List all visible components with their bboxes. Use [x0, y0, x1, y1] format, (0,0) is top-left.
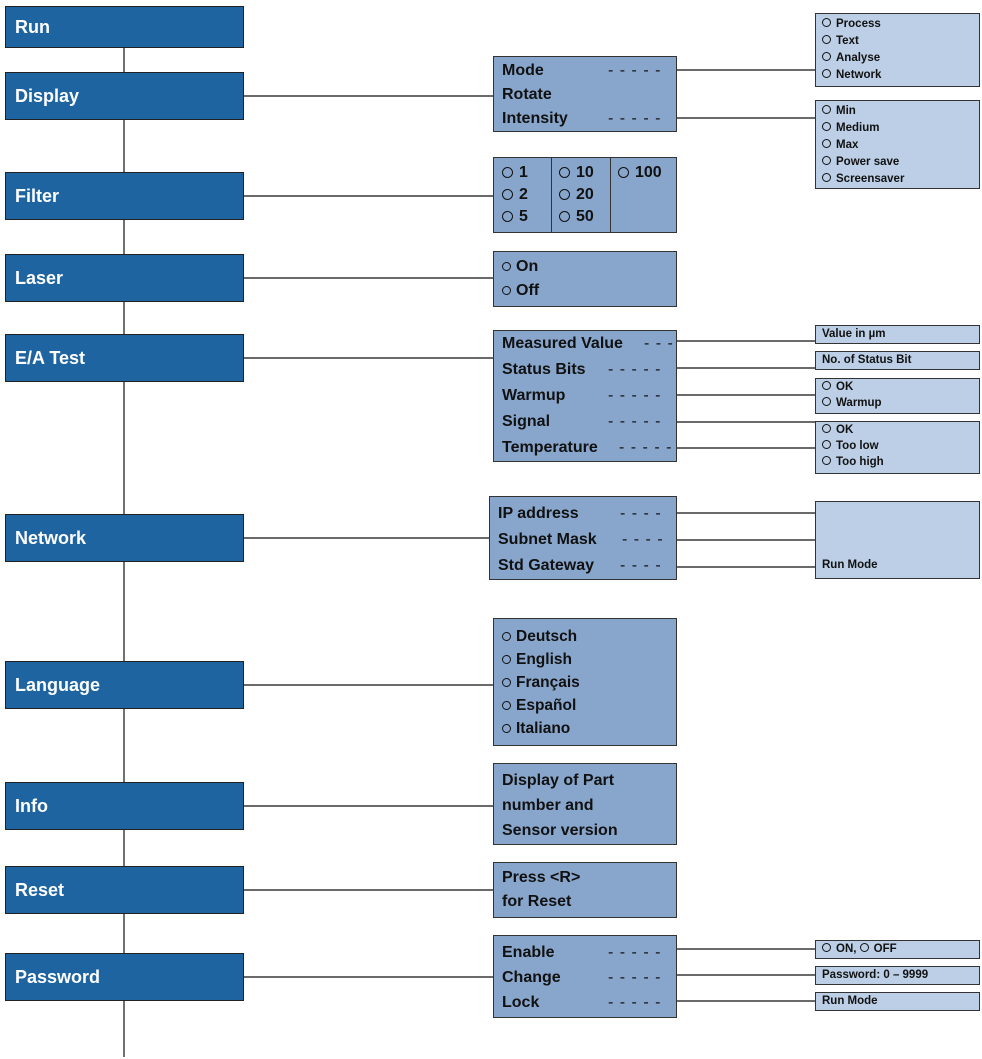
ea-test-submenu: [493, 330, 677, 462]
reset-panel: [493, 862, 677, 918]
radio-icon: [860, 943, 869, 952]
dash-leader: - - - - -: [608, 944, 662, 961]
ea-item-temperature[interactable]: Temperature: [502, 439, 598, 456]
language-option-espanol[interactable]: Español: [502, 697, 576, 715]
ea-item-measured-value[interactable]: Measured Value: [502, 335, 623, 352]
menu-run[interactable]: Run: [5, 6, 244, 48]
filter-option-2[interactable]: 2: [502, 186, 528, 204]
menu-network[interactable]: Network: [5, 514, 244, 562]
ea-temperature-options: [815, 421, 980, 474]
info-line-2: number and: [502, 797, 594, 814]
ea-status-bits-panel: [815, 351, 980, 370]
laser-submenu: [493, 251, 677, 307]
laser-option-off[interactable]: Off: [502, 282, 539, 300]
language-option-english[interactable]: English: [502, 651, 572, 669]
language-option-deutsch[interactable]: Deutsch: [502, 628, 577, 646]
filter-option-1[interactable]: 1: [502, 164, 528, 182]
dash-leader: - - - - -: [608, 387, 662, 404]
ea-item-status-bits[interactable]: Status Bits: [502, 361, 586, 378]
menu-language[interactable]: Language: [5, 661, 244, 709]
radio-icon: [822, 381, 831, 390]
filter-option-5[interactable]: 5: [502, 208, 528, 226]
password-lock-text: Run Mode: [822, 995, 878, 1007]
dash-leader: - - -: [644, 335, 674, 352]
radio-icon: [502, 167, 513, 178]
filter-column-3: [610, 158, 676, 232]
filter-column-2: [551, 158, 611, 232]
radio-icon: [822, 173, 831, 182]
menu-display[interactable]: Display: [5, 72, 244, 120]
radio-icon: [822, 69, 831, 78]
radio-icon: [502, 678, 511, 687]
radio-icon: [822, 139, 831, 148]
mode-option-process[interactable]: Process: [822, 18, 881, 30]
radio-icon: [822, 424, 831, 433]
ea-status-bits-text: No. of Status Bit: [822, 354, 912, 366]
dash-leader: - - - - -: [608, 361, 662, 378]
display-intensity-options: [815, 100, 980, 189]
filter-option-50[interactable]: 50: [559, 208, 594, 226]
display-mode-options: [815, 13, 980, 87]
info-line-3: Sensor version: [502, 822, 618, 839]
intensity-option-medium[interactable]: Medium: [822, 122, 879, 134]
network-result-panel: [815, 501, 980, 579]
ea-measured-value-text: Value in µm: [822, 328, 886, 340]
radio-icon: [822, 105, 831, 114]
radio-icon: [618, 167, 629, 178]
radio-icon: [559, 167, 570, 178]
info-line-1: Display of Part: [502, 772, 615, 789]
password-item-lock[interactable]: Lock: [502, 994, 540, 1011]
radio-icon: [822, 456, 831, 465]
menu-filter[interactable]: Filter: [5, 172, 244, 220]
password-enable-options: [822, 943, 897, 955]
dash-leader: - - - - -: [608, 969, 662, 986]
radio-icon: [822, 397, 831, 406]
display-item-mode[interactable]: Mode: [502, 62, 544, 79]
radio-icon: [502, 211, 513, 222]
intensity-option-min[interactable]: Min: [822, 105, 856, 117]
temperature-option-too-high[interactable]: Too high: [822, 456, 884, 468]
enable-option-on[interactable]: ON,: [822, 943, 856, 955]
menu-info[interactable]: Info: [5, 782, 244, 830]
radio-icon: [502, 632, 511, 641]
radio-icon: [502, 701, 511, 710]
ea-item-signal[interactable]: Signal: [502, 413, 551, 430]
dash-leader: - - - - -: [608, 994, 662, 1011]
filter-submenu: [493, 157, 677, 233]
temperature-option-ok[interactable]: OK: [822, 424, 853, 436]
intensity-option-max[interactable]: Max: [822, 139, 858, 151]
filter-option-20[interactable]: 20: [559, 186, 594, 204]
mode-option-text[interactable]: Text: [822, 35, 859, 47]
warmup-option-ok[interactable]: OK: [822, 381, 853, 393]
warmup-option-warmup[interactable]: Warmup: [822, 397, 882, 409]
filter-option-100[interactable]: 100: [618, 164, 662, 182]
temperature-option-too-low[interactable]: Too low: [822, 440, 879, 452]
radio-icon: [822, 943, 831, 952]
filter-option-10[interactable]: 10: [559, 164, 594, 182]
display-item-intensity[interactable]: Intensity: [502, 110, 568, 127]
intensity-option-screensaver[interactable]: Screensaver: [822, 173, 904, 185]
network-item-subnet-mask[interactable]: Subnet Mask: [498, 531, 597, 548]
radio-icon: [502, 286, 511, 295]
radio-icon: [822, 52, 831, 61]
password-change-text: Password: 0 – 9999: [822, 969, 929, 981]
mode-option-analyse[interactable]: Analyse: [822, 52, 880, 64]
menu-reset[interactable]: Reset: [5, 866, 244, 914]
password-lock-panel: [815, 992, 980, 1011]
radio-icon: [559, 211, 570, 222]
dash-leader: - - - - -: [608, 62, 662, 79]
intensity-option-power-save[interactable]: Power save: [822, 156, 899, 168]
network-item-std-gateway[interactable]: Std Gateway: [498, 557, 595, 574]
radio-icon: [559, 189, 570, 200]
password-item-enable[interactable]: Enable: [502, 944, 555, 961]
radio-icon: [822, 18, 831, 27]
password-change-panel: [815, 966, 980, 985]
display-submenu: [493, 56, 677, 132]
info-panel: [493, 763, 677, 845]
display-item-rotate[interactable]: Rotate: [502, 86, 552, 103]
radio-icon: [502, 189, 513, 200]
filter-column-1: [494, 158, 552, 232]
network-item-ip-address[interactable]: IP address: [498, 505, 579, 522]
menu-laser[interactable]: Laser: [5, 254, 244, 302]
language-option-francais[interactable]: Français: [502, 674, 580, 692]
dash-leader: - - - -: [620, 557, 662, 574]
network-submenu: [489, 496, 677, 580]
enable-option-off[interactable]: OFF: [860, 943, 897, 955]
network-run-mode-text: Run Mode: [822, 559, 878, 571]
reset-line-2: for Reset: [502, 893, 572, 910]
ea-measured-value-panel: [815, 325, 980, 344]
radio-icon: [822, 35, 831, 44]
menu-ea-test[interactable]: E/A Test: [5, 334, 244, 382]
radio-icon: [502, 262, 511, 271]
language-option-italiano[interactable]: Italiano: [502, 720, 570, 738]
radio-icon: [822, 122, 831, 131]
menu-password[interactable]: Password: [5, 953, 244, 1001]
reset-line-1: Press <R>: [502, 869, 581, 886]
language-submenu: [493, 618, 677, 746]
password-item-change[interactable]: Change: [502, 969, 561, 986]
dash-leader: - - - -: [620, 505, 662, 522]
ea-warmup-options: [815, 378, 980, 414]
mode-option-network[interactable]: Network: [822, 69, 881, 81]
dash-leader: - - - - -: [608, 413, 662, 430]
radio-icon: [822, 440, 831, 449]
radio-icon: [822, 156, 831, 165]
laser-option-on[interactable]: On: [502, 258, 538, 276]
ea-item-warmup[interactable]: Warmup: [502, 387, 566, 404]
dash-leader: - - - -: [622, 531, 664, 548]
radio-icon: [502, 724, 511, 733]
radio-icon: [502, 655, 511, 664]
password-enable-panel: [815, 940, 980, 959]
password-submenu: [493, 935, 677, 1018]
dash-leader: - - - - -: [619, 439, 673, 456]
dash-leader: - - - - -: [608, 110, 662, 127]
